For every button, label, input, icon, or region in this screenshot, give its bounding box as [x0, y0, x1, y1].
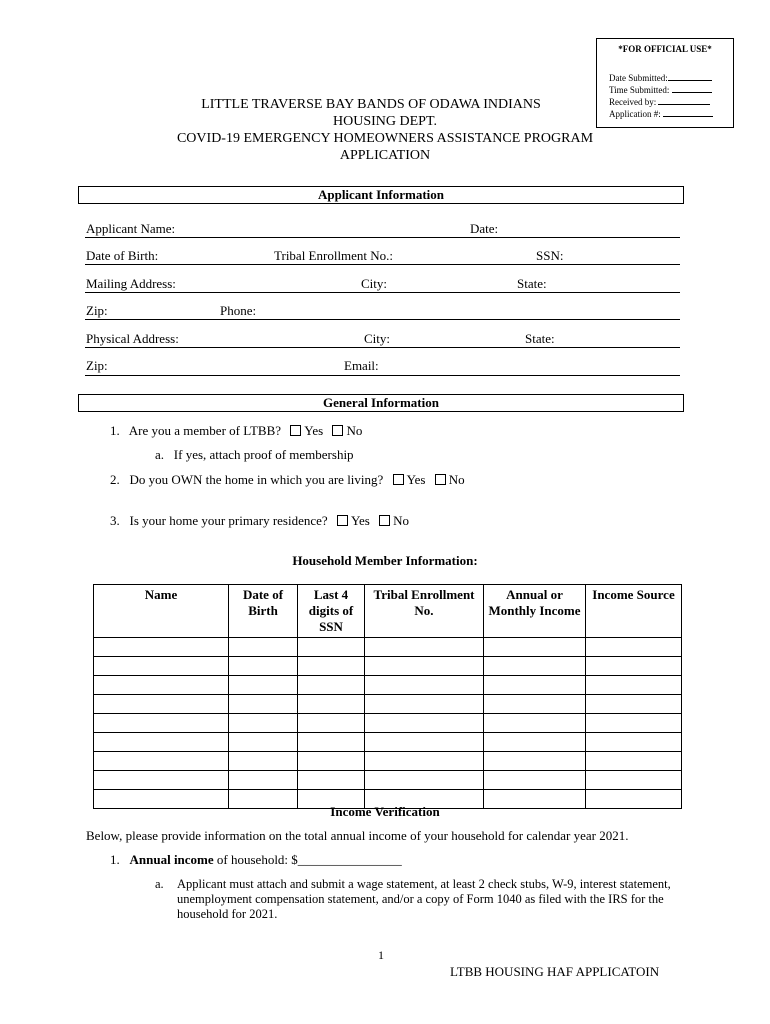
email-label: Email:	[344, 358, 379, 373]
col-name: Name	[94, 585, 229, 638]
q1-no-label: No	[346, 423, 363, 438]
phone-label: Phone:	[220, 303, 257, 318]
table-row	[94, 676, 682, 695]
q1a-text: If yes, attach proof of membership	[173, 447, 354, 462]
time-submitted-row	[609, 84, 733, 96]
income-item-1	[110, 852, 402, 868]
mailing-address-field[interactable]	[85, 292, 680, 293]
col-ssn: Last 4 digits of SSN	[298, 585, 365, 638]
income-item-1a-number: a.	[155, 877, 164, 891]
col-tribal-no: Tribal Enrollment No.	[365, 585, 484, 638]
question-2	[110, 472, 465, 488]
q1-yes-label: Yes	[304, 423, 324, 438]
applicant-name-field[interactable]	[85, 237, 680, 238]
q3-no-checkbox[interactable]	[379, 515, 390, 526]
q1-number: 1.	[110, 423, 120, 438]
q3-yes-checkbox[interactable]	[337, 515, 348, 526]
dob-label: Date of Birth:	[86, 248, 159, 263]
q2-no-label: No	[448, 472, 465, 487]
income-intro: Below, please provide information on the total annual income of your household for calendar year 2021.	[86, 828, 629, 843]
received-by-label: Received by:	[609, 97, 657, 107]
income-title: Income Verification	[330, 804, 440, 819]
question-3	[110, 513, 409, 529]
ssn-label: SSN:	[536, 248, 564, 263]
table-row	[94, 771, 682, 790]
q3-no-label: No	[393, 513, 409, 528]
income-item-1-number: 1.	[110, 852, 120, 867]
state-label-1: State:	[517, 276, 547, 291]
general-section-header: General Information	[78, 394, 684, 412]
question-1a	[155, 447, 354, 463]
zip-label-2: Zip:	[86, 358, 108, 373]
q1a-number: a.	[155, 447, 165, 462]
date-label: Date:	[470, 221, 499, 236]
household-table	[93, 584, 682, 809]
official-use-title: *FOR OFFICIAL USE*	[618, 44, 712, 54]
physical-address-label: Physical Address:	[86, 331, 179, 346]
table-row	[94, 657, 682, 676]
table-row	[94, 695, 682, 714]
dob-field[interactable]	[85, 264, 680, 265]
zip-label-1: Zip:	[86, 303, 108, 318]
date-submitted-row	[609, 72, 733, 84]
q3-number: 3.	[110, 513, 120, 528]
q2-yes-label: Yes	[406, 472, 426, 487]
title-line-2: HOUSING DEPT.	[333, 114, 437, 129]
question-1	[110, 423, 362, 439]
date-submitted-label: Date Submitted:	[609, 73, 668, 83]
title-line-1: LITTLE TRAVERSE BAY BANDS OF ODAWA INDIANS	[201, 97, 541, 112]
q1-yes-checkbox[interactable]	[290, 425, 301, 436]
title-line-3: COVID-19 EMERGENCY HOMEOWNERS ASSISTANCE PROGRAM	[176, 131, 594, 146]
q2-yes-checkbox[interactable]	[393, 474, 404, 485]
q2-text: Do you OWN the home in which you are living?	[129, 472, 384, 487]
table-row	[94, 752, 682, 771]
q1-text: Are you a member of LTBB?	[128, 423, 282, 438]
table-row	[94, 733, 682, 752]
col-income-source: Income Source	[586, 585, 682, 638]
applicant-section-header: Applicant Information	[78, 186, 684, 204]
page-number: 1	[378, 948, 384, 962]
page-title	[0, 96, 770, 164]
income-item-1a-text: Applicant must attach and submit a wage statement, at least 2 check stubs, W-9, interest statement, unemployment compensation statement, and/or a copy of Form 1040 as filed with the IRS for the household for 2021.	[177, 877, 671, 921]
household-title: Household Member Information:	[292, 553, 478, 568]
q1-no-checkbox[interactable]	[332, 425, 343, 436]
title-line-4: APPLICATION	[339, 148, 431, 163]
zip-email-field[interactable]	[85, 375, 680, 376]
physical-address-field[interactable]	[85, 347, 680, 348]
q2-number: 2.	[110, 472, 120, 487]
application-no-label: Application #:	[609, 109, 661, 119]
state-label-2: State:	[525, 331, 555, 346]
income-item-1a	[155, 877, 675, 922]
q3-yes-label: Yes	[350, 513, 370, 528]
applicant-name-label: Applicant Name:	[86, 221, 176, 236]
annual-income-rest: of household: $________________	[213, 852, 402, 867]
q2-no-checkbox[interactable]	[435, 474, 446, 485]
zip-phone-field[interactable]	[85, 319, 680, 320]
time-submitted-label: Time Submitted:	[609, 85, 670, 95]
tribal-no-label: Tribal Enrollment No.:	[274, 248, 394, 263]
city-label-2: City:	[364, 331, 391, 346]
col-income: Annual or Monthly Income	[484, 585, 586, 638]
household-header-row	[94, 585, 682, 638]
table-row	[94, 638, 682, 657]
annual-income-label: Annual income	[129, 852, 214, 867]
col-dob: Date of Birth	[229, 585, 298, 638]
table-row	[94, 714, 682, 733]
city-label-1: City:	[361, 276, 388, 291]
footer-doc-name: LTBB HOUSING HAF APPLICATOIN	[450, 964, 660, 979]
mailing-address-label: Mailing Address:	[86, 276, 176, 291]
q3-text: Is your home your primary residence?	[129, 513, 328, 528]
